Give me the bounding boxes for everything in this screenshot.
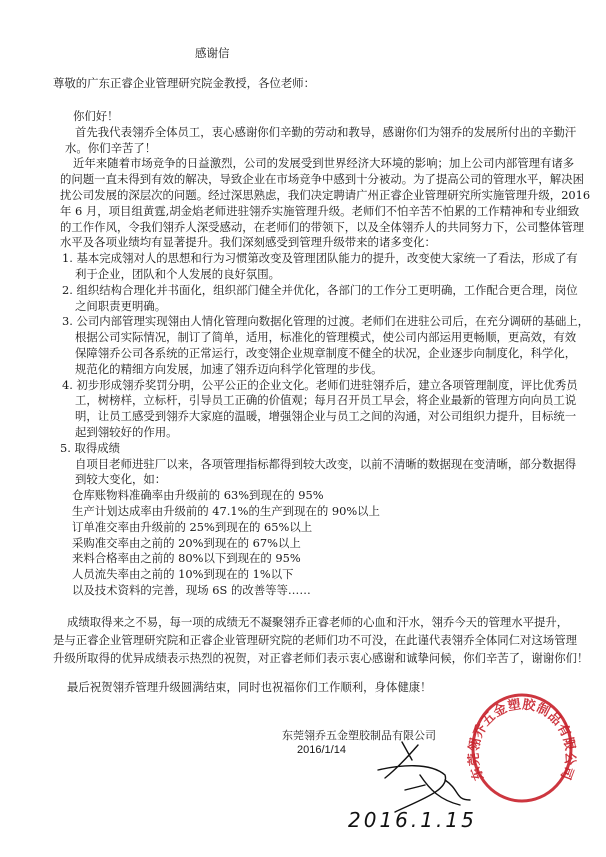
stamp-text: 东莞翎乔五金塑胶制品有限公司 (466, 697, 578, 783)
body-line: 1. 基本完成翎对人的思想和行为习惯第改变及管理团队能力的提升，改变使大家统一了看法，形成了有 (62, 251, 578, 266)
salutation: 尊敬的广东正睿企业管理研究院金教授，各位老师： (53, 76, 315, 90)
body-line: 水平及各项业绩均有显著提升。我们深刻感受到管理升级带来的诸多变化： (60, 235, 436, 250)
body-line: 你们好！ (73, 109, 119, 123)
handwritten-date: 2016.1.15 (348, 808, 477, 832)
body-line: 3. 公司内部管理实现翎由人情化管理向数据化管理的过渡。老师们在进驻公司后，在充分调研的基础上， (62, 314, 590, 329)
body-line: 采购准交率由之前的 20%到现在的 67%以上 (72, 535, 301, 550)
body-line: 根据公司实际情况，制订了简单，适用，标准化的管理模式，使公司内部运用更畅顺，更高效，有效 (75, 330, 577, 345)
body-line: 起到翎较好的作用。 (75, 425, 178, 439)
closing-line: 最后祝贺翎乔管理升级圆满结束，同时也祝福你们工作顺利，身体健康！ (67, 680, 432, 694)
body-line: 近年来随着市场竞争的日益激烈，公司的发展受到世界经济大环境的影响；加上公司内部管理有诸多 (73, 156, 575, 171)
body-line: 2. 组织结构合理化并书面化，组织部门健全并优化，各部门的工作分工更明确，工作配合更合理，岗位 (62, 282, 578, 297)
body-line: 生产计划达成率由升级前的 47.1%的生产到现在的 90%以上 (72, 504, 380, 518)
closing-line: 升级所取得的优异成绩表示热烈的祝贺，对正睿老师们表示衷心感谢和诚挚问候，你们辛苦了，谢谢你们！ (53, 651, 589, 665)
body-line: 年 6 月，项目组黄霆,胡金焰老师进驻翎乔实施管理升级。老师们不怕辛苦不怕累的工作精神和专业细致 (60, 203, 580, 218)
body-line: 订单准交率由升级前的 25%到现在的 65%以上 (72, 519, 313, 534)
body-line: 以及技术资料的完善，现场 6S 的改善等等…… (72, 583, 311, 597)
body-line: 到较大变化，如： (75, 472, 167, 487)
body-line: 仓库账物料准确率由升级前的 63%到现在的 95% (72, 488, 324, 503)
closing-line: 成绩取得来之不易，每一项的成绩无不凝聚翎乔正睿老师的心血和汗水，翎乔今天的管理水平提升， (67, 615, 569, 629)
body-line: 保障翎乔公司各系统的正常运行，改变翎企业规章制度不健全的状况，企业逐步向制度化，科学化， (75, 346, 577, 360)
letter-title: 感谢信 (195, 46, 230, 60)
body-line: 工，树榜样，立标杆，引导员工正确的价值观；每月召开员工早会，将企业最新的管理方向向员工说 (75, 393, 577, 408)
body-line: 的工作作风，令我们翎乔人深受感动，在老师们的带领下，以及全体翎乔人的共同努力下，公司整体管理 (60, 219, 584, 234)
sender-company: 东莞翎乔五金塑胶制品有限公司 (282, 729, 436, 742)
letter-date: 2016/1/14 (297, 744, 346, 756)
body-line: 自项目老师进驻厂以来，各项管理指标都得到较大改变，以前不清晰的数据现在变清晰，部分数据得 (75, 456, 577, 471)
body-line: 之间职责更明确。 (75, 298, 167, 313)
body-line: 水。你们辛苦了！ (65, 140, 157, 155)
body-line: 首先我代表翎乔全体员工，衷心感谢你们辛勤的劳动和教导，感谢你们为翎乔的发展所付出的辛勤汗 (75, 124, 577, 139)
body-line: 来料合格率由之前的 80%以下到现在的 95% (72, 551, 301, 566)
closing-line: 是与正睿企业管理研究院和正睿企业管理研究院的老师们功不可没，在此谨代表翎乔全体同仁对这场管理 (53, 633, 577, 647)
body-line: 扰公司发展的深层次的问题。经过深思熟虑，我们决定聘请广州正睿企业管理研究所实施管理升级，2016 (60, 188, 591, 202)
body-line: 的问题一直未得到有效的解决，导致企业在市场竞争中感到十分被动。为了提高公司的管理水平，解决困 (60, 172, 584, 187)
body-line: 5. 取得成绩 (60, 440, 121, 455)
body-line: 明，让员工感受到翎乔大家庭的温暖，增强翎企业与员工之间的沟通，对公司组织力提升，目标统一 (75, 409, 577, 424)
body-line: 规范化的精细方向发展，加速了翎乔迈向科学化管理的步伐。 (75, 361, 383, 376)
body-line: 利于企业，团队和个人发展的良好氛围。 (75, 267, 281, 281)
body-line: 4. 初步形成翎乔奖罚分明，公平公正的企业文化。老师们进驻翎乔后，建立各项管理制度，评比优秀员 (62, 377, 578, 392)
body-line: 人员流失率由之前的 10%到现在的 1%以下 (72, 567, 294, 582)
